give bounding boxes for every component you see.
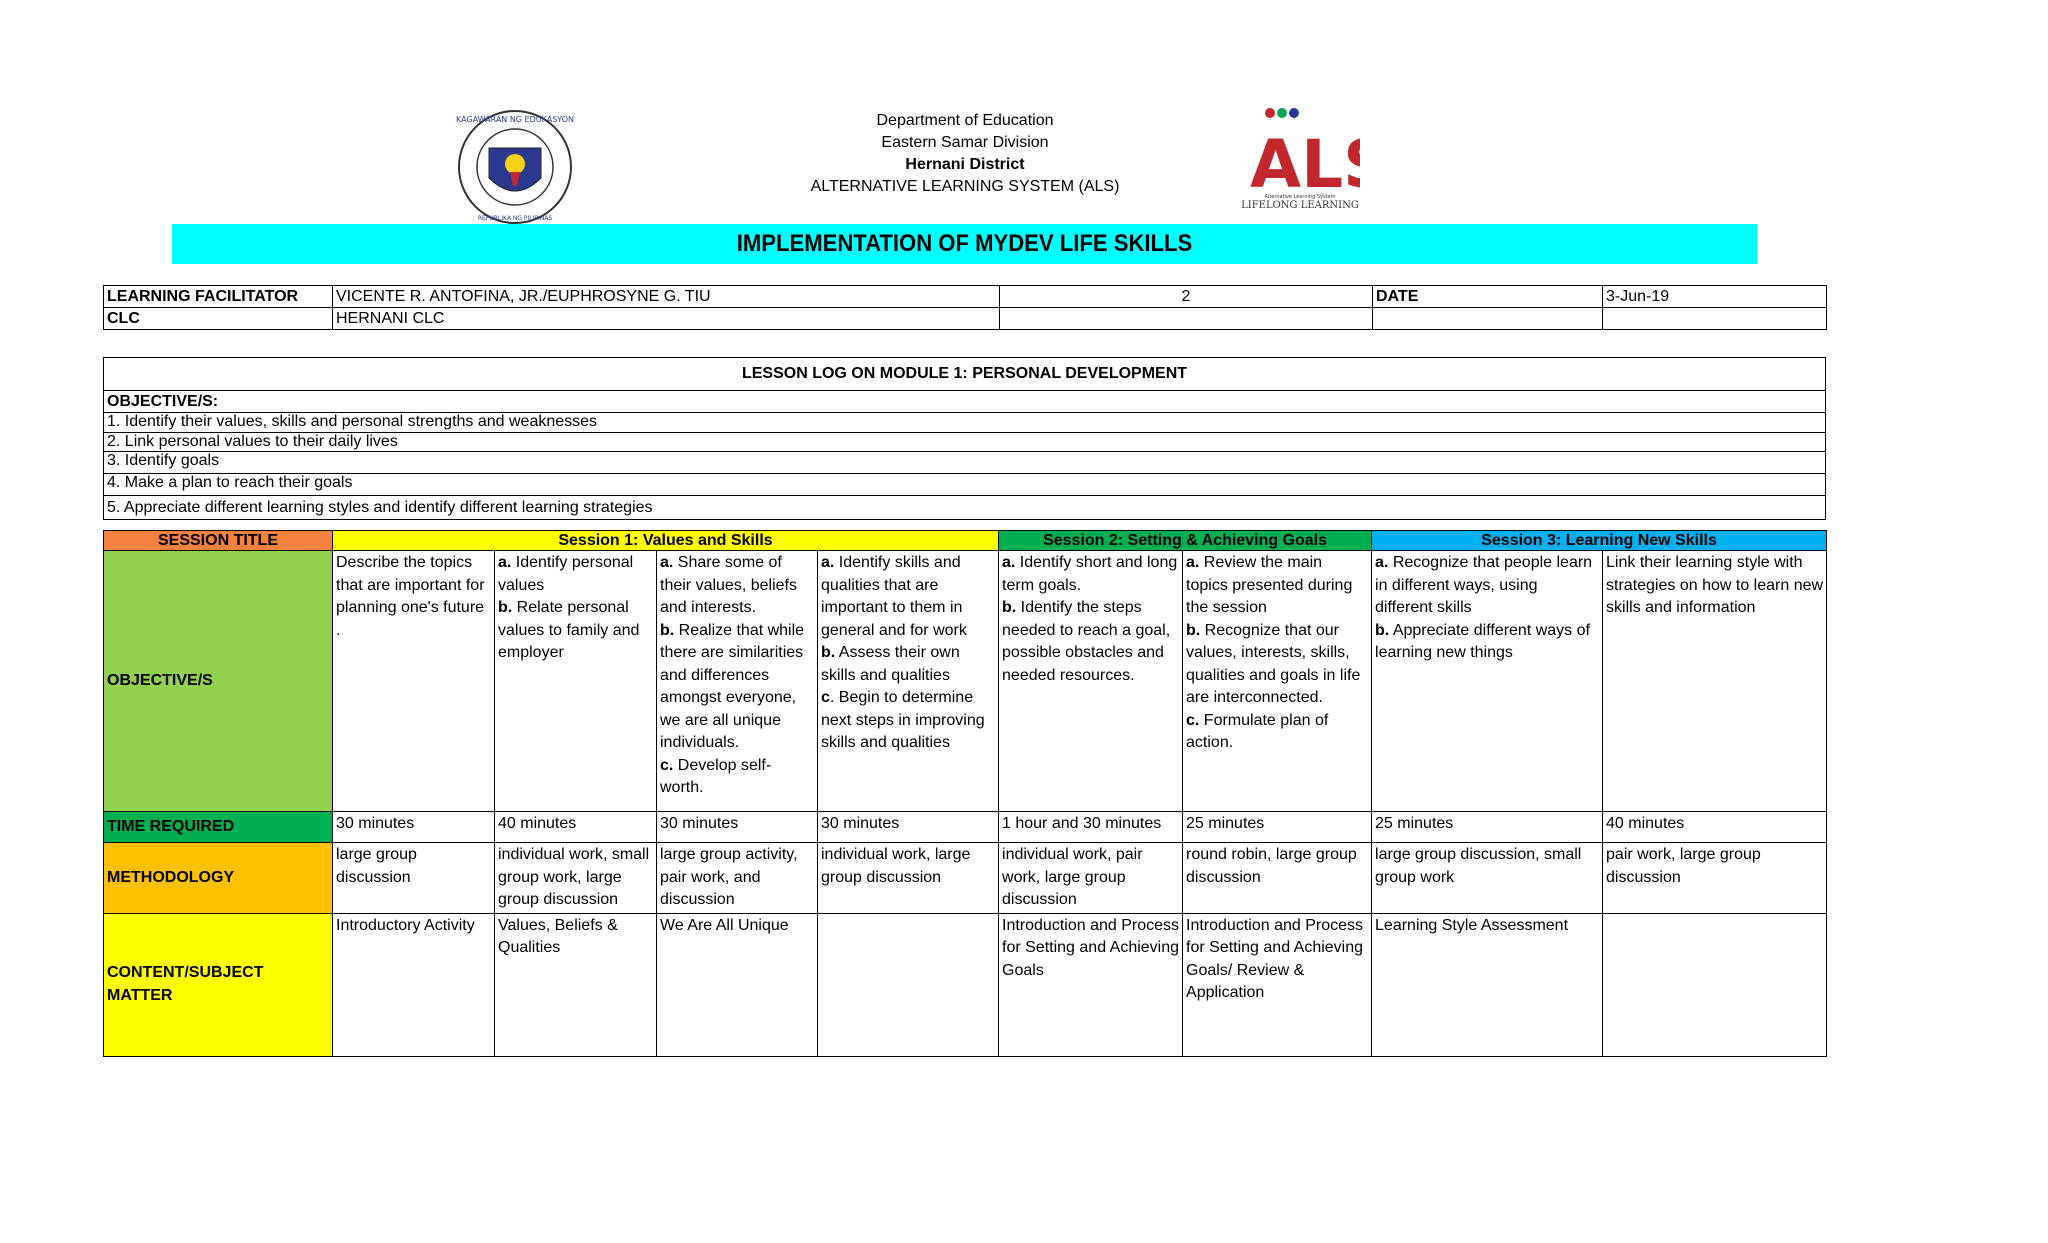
session-2-title: Session 2: Setting & Achieving Goals [999,531,1372,551]
objective-cell [999,551,1183,812]
content-row-label: CONTENT/SUBJECT MATTER [104,913,333,1056]
method-cell: individual work, large group discussion [818,843,999,914]
objective-cell [1372,551,1603,812]
item-marker: c [821,689,830,706]
header-line2: Eastern Samar Division [881,134,1049,151]
content-cell: Learning Style Assessment [1372,913,1603,1056]
objective-line [104,452,1826,474]
header-line3: Hernani District [905,156,1025,173]
objective-cell [1183,551,1372,812]
content-cell: We Are All Unique [657,913,818,1056]
objective-text: Describe the topics that are important for planning one's future . [336,554,485,639]
header-line4: ALTERNATIVE LEARNING SYSTEM (ALS) [810,178,1120,195]
objective-text: Share some of their values, beliefs and interests. [660,554,797,616]
objective-line [104,496,1826,520]
content-cell: Introduction and Process for Setting and Achieving Goals [999,913,1183,1056]
objective-item: 2. Link personal values to their daily lives [104,433,1826,452]
time-cell: 25 minutes [1183,812,1372,843]
objective-text: Relate personal values to family and employer [498,599,640,661]
content-cell: Introduction and Process for Setting and Achieving Goals/ Review & Application [1183,913,1372,1056]
content-cell [1603,913,1827,1056]
date-label: DATE [1373,286,1603,308]
objective-cell [657,551,818,812]
method-cell: pair work, large group discussion [1603,843,1827,914]
number-value: 2 [1000,286,1373,308]
session-3-title: Session 3: Learning New Skills [1372,531,1827,551]
item-marker: a. [1186,554,1200,571]
objective-text: Identify the steps needed to reach a goal, possible obstacles and needed resources. [1002,599,1171,684]
time-cell: 25 minutes [1372,812,1603,843]
objective-text: Review the main topics presented during the session [1186,554,1353,616]
method-row-label: METHODOLOGY [104,843,333,914]
item-marker: b. [660,621,675,639]
sessions-table [103,530,1827,1057]
time-cell: 30 minutes [818,812,999,843]
objective-cell [818,551,999,812]
item-marker: a. [1375,554,1389,571]
objective-line [104,413,1826,433]
content-cell [818,913,999,1056]
method-cell: round robin, large group discussion [1183,843,1372,914]
objective-text: Formulate plan of action. [1186,711,1329,751]
item-marker: a. [498,554,512,571]
lesson-log-title: LESSON LOG ON MODULE 1: PERSONAL DEVELOPMENT [104,358,1826,391]
item-marker: b. [1375,621,1390,639]
svg-text:REPUBLIKA NG PILIPINAS: REPUBLIKA NG PILIPINAS [477,215,553,222]
objective-cell [495,551,657,812]
objective-text: Appreciate different ways of learning new things [1375,621,1590,661]
clc-row [104,308,1827,330]
objective-text: . Begin to determine next steps in improving skills and qualities [821,689,985,751]
item-marker: b. [1002,599,1017,616]
objective-text: Develop self-worth. [660,756,772,796]
lesson-log-title-row [104,358,1826,391]
time-row [104,812,1827,843]
objective-text: Assess their own skills and qualities [821,644,960,684]
session-1-title: Session 1: Values and Skills [333,531,999,551]
clc-label: CLC [104,308,333,330]
time-cell: 30 minutes [657,812,818,843]
objective-item: 5. Appreciate different learning styles and identify different learning strategies [104,496,1826,520]
time-row-label: TIME REQUIRED [104,812,333,843]
empty-cell [1000,308,1373,330]
objective-text: Identify short and long term goals. [1002,554,1178,594]
objective-text: Identify skills and qualities that are important to them in general and for work [821,554,967,639]
facilitator-row [104,286,1827,308]
objective-cell [333,551,495,812]
empty-cell [1373,308,1603,330]
item-marker: b. [821,644,836,661]
header-text [700,110,1230,198]
objective-text: Recognize that our values, interests, skills, qualities and goals in life are interconnected. [1186,621,1361,706]
objective-cell [1603,551,1827,812]
item-marker: a. [821,554,835,571]
facilitator-label: LEARNING FACILITATOR [104,286,333,308]
objective-text: Identify personal values [498,554,634,594]
method-cell: large group discussion [333,843,495,914]
objective-text: Recognize that people learn in different ways, using different skills [1375,554,1593,616]
objectives-heading: OBJECTIVE/S: [104,391,1826,413]
objective-line [104,433,1826,452]
method-cell: large group activity, pair work, and discussion [657,843,818,914]
item-marker: c. [660,756,674,774]
deped-seal-logo [455,108,575,226]
time-cell: 40 minutes [1603,812,1827,843]
content-cell: Values, Beliefs & Qualities [495,913,657,1056]
content-row [104,913,1827,1056]
svg-text:ALS: AL [1250,126,1344,203]
session-title-row [104,531,1827,551]
item-marker: b. [1186,621,1201,639]
item-marker: c. [1186,711,1200,729]
objective-text: Link their learning style with strategies on how to learn new skills and information [1606,554,1824,616]
header-line1: Department of Education [876,112,1054,129]
svg-text:LIFELONG LEARNING: LIFELONG LEARNING [1241,200,1359,211]
item-marker: a. [660,554,674,571]
als-logo [1240,105,1360,215]
time-cell: 1 hour and 30 minutes [999,812,1183,843]
method-row [104,843,1827,914]
objective-item: 4. Make a plan to reach their goals [104,474,1826,496]
date-value: 3-Jun-19 [1603,286,1827,308]
objectives-heading-row [104,391,1826,413]
objective-item: 3. Identify goals [104,452,1826,474]
objective-text: Realize that while there are similarities and differences amongst everyone, we are all unique individuals. [660,621,805,751]
clc-value: HERNANI CLC [333,308,1000,330]
method-cell: individual work, pair work, large group discussion [999,843,1183,914]
info-table [103,285,1827,330]
item-marker: a. [1002,554,1016,571]
svg-text:Alternative Learning System: Alternative Learning System [1264,194,1336,200]
time-cell: 30 minutes [333,812,495,843]
objective-item: 1. Identify their values, skills and personal strengths and weaknesses [104,413,1826,433]
objectives-row [104,551,1827,812]
method-cell: large group discussion, small group work [1372,843,1603,914]
method-cell: individual work, small group work, large group discussion [495,843,657,914]
svg-text:KAGAWARAN NG EDUKASYON: KAGAWARAN NG EDUKASYON [455,115,575,124]
page-title: IMPLEMENTATION OF MYDEV LIFE SKILLS [172,224,1757,264]
item-marker: b. [498,599,513,616]
objective-line [104,474,1826,496]
session-title-label: SESSION TITLE [104,531,333,551]
content-cell: Introductory Activity [333,913,495,1056]
empty-cell [1603,308,1827,330]
facilitator-value: VICENTE R. ANTOFINA, JR./EUPHROSYNE G. TIU [333,286,1000,308]
lesson-log-table [103,357,1826,520]
objectives-row-label: OBJECTIVE/S [104,551,333,812]
time-cell: 40 minutes [495,812,657,843]
